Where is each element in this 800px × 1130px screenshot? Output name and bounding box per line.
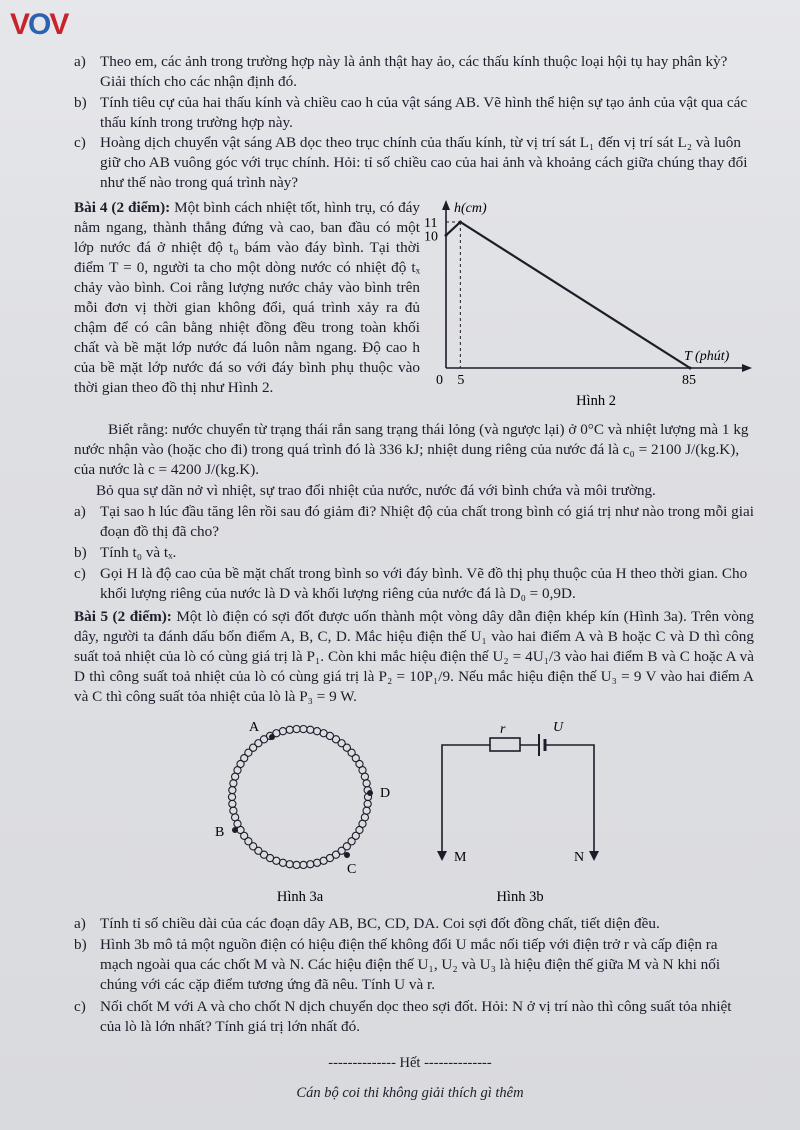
x-axis-arrow [742,364,752,372]
prev-item-c [74,133,754,193]
logo-v2: V [49,8,68,41]
data-point [445,234,448,237]
label-r: r [500,722,506,737]
bai4-item-c [74,564,754,604]
y-tick-label: 11 [424,216,438,231]
x-tick-label: 5 [457,373,465,388]
bai5-item-b [74,935,754,995]
bai4-item-b [74,543,754,563]
label-d: D [380,786,391,801]
coil-loop [361,773,368,780]
terminal-m-arrow [437,851,447,861]
item-label: c) [74,998,86,1015]
item-label: a) [74,503,86,520]
label-n: N [574,850,585,865]
bai4-given: Biết rằng: nước chuyển từ trạng thái rắn sang trạng thái lỏng (và ngược lại) ở 0°C và nhiệt lượng mà 1 kg nước nhận vào (hoặc cho đi) trong quá trình đó là 336 kJ; nhiệt dung riêng của nước đá là c₀ = 2100 J/(kg.K), của nước là c = 4200 J/(kg.K). [74,421,749,478]
vov-logo [10,8,76,42]
point-c-dot [344,852,350,858]
x-axis-label: T (phút) [684,349,730,364]
bai5-title: Bài 5 (2 điểm): [74,608,172,625]
y-axis-arrow [442,200,450,210]
item-text: Hình 3b mô tả một nguồn điện có hiệu điện thế không đổi U mắc nối tiếp với điện trở r và cấp điện ra mạch ngoài qua các chốt M và N. Các hiệu điện thế U₁, U₂ và U₃ là hiệu điện thế giữa M và N khi nối chúng với các cặp điểm tương ứng đã nêu. Tính U và r. [100,936,721,993]
bai4-intro-text: Một bình cách nhiệt tốt, hình trụ, có đáy nằm ngang, thành thẳng đứng và cao, ban đầu có một lớp nước đá ở nhiệt độ t₀ bám vào đáy bình. Tại thời điểm T = 0, người ta cho một dòng nước có nhiệt độ tₓ chảy vào bình. Coi rằng lượng nước chảy vào bình trên mỗi đơn vị thời gian không đổi, quá trình xảy ra đủ chậm để có cân bằng nhiệt đồng đều trong toàn khối chất và bề mặt lớp nước đá luôn nằm ngang. Độ cao h của bề mặt lớp nước đá so với đáy bình phụ thuộc vào thời gian theo đồ thị như Hình 2. [74,199,420,396]
chart-caption: Hình 2 [576,393,616,409]
coil-loop [293,861,300,868]
coil-loop [363,780,370,787]
end-marker: -------------- Hết -------------- [328,1054,492,1071]
point-d-dot [367,790,373,796]
figure-3a [205,715,395,910]
coil-loop [286,726,293,733]
bai5-intro [74,607,754,707]
bai5-item-a [74,914,754,934]
coil-loop [230,807,237,814]
logo-o: O [28,8,50,41]
item-label: c) [74,565,86,582]
heating-coil [228,725,371,868]
item-text: Tính tỉ số chiều dài của các đoạn dây AB, BC, CD, DA. Coi sợi đốt đồng chất, tiết diện đều. [100,915,660,932]
coil-loop [286,861,293,868]
terminal-n-arrow [589,851,599,861]
caption-3a: Hình 3a [276,889,324,905]
point-a-dot [269,734,275,740]
x-tick-label: 85 [682,373,696,388]
item-label: b) [74,936,87,953]
coil-loop [229,787,236,794]
label-m: M [454,850,467,865]
coil-loop [300,725,307,732]
series-line [446,222,690,368]
coil-loop [230,780,237,787]
coil-loop [313,859,320,866]
data-point [689,367,692,370]
item-text: Nối chốt M với A và cho chốt N dịch chuyển dọc theo sợi đốt. Hỏi: N ở vị trí nào thì công suất tỏa nhiệt của lò là lớn nhất? Tính giá trị lớn nhất đó. [100,998,732,1035]
coil-loop [364,800,371,807]
label-a: A [249,720,260,735]
bai5-intro-text: Một lò điện có sợi đốt được uốn thành một vòng dây dẫn điện khép kín (Hình 3a). Trên vòng dây, người ta đánh dấu bốn điểm A, B, C, D. Mắc hiệu điện thế U₁ vào hai điểm A và B hoặc C và D thì công suất toả nhiệt của lò có cùng giá trị là P₁. Còn khi mắc hiệu điện thế U₂ = 4U₁/3 vào hai điểm B và C hoặc A và D thì công suất toả nhiệt của lò có cùng giá trị là P₂ = 10P₁/9. Nếu mắc hiệu điện thế U₃ = 9 V vào hai điểm A và C thì công suất tỏa nhiệt của lò là P₃ = 9 W. [74,608,754,705]
label-b: B [215,825,225,840]
circuit-wires [442,734,594,853]
label-c: C [347,862,357,877]
item-text: Tại sao h lúc đầu tăng lên rồi sau đó giảm đi? Nhiệt độ của chất trong bình có giá trị như nào trong mỗi giai đoạn đồ thị đã cho? [100,503,754,540]
item-label: b) [74,544,87,561]
coil-loop [363,807,370,814]
item-text: Hoàng dịch chuyển vật sáng AB dọc theo trục chính của thấu kính, từ vị trí sát L₁ đến vị trí sát L₂ và luôn giữ cho AB vuông góc với trục chính. Hỏi: tỉ số chiều cao của hai ảnh và khoảng cách giữa chúng thay đổi như thế nào trong quá trình này? [100,134,748,191]
coil-loop [307,726,314,733]
y-tick-label: 10 [424,229,438,245]
coil-loop [232,814,239,821]
coil-loop [229,800,236,807]
prev-item-a [74,52,754,92]
bai4-intro [74,198,420,398]
coil-loop [307,861,314,868]
item-label: a) [74,915,86,932]
item-text: Tính tiêu cự của hai thấu kính và chiều cao h của vật sáng AB. Vẽ hình thể hiện sự tạo ảnh của vật qua các thấu kính trong trường hợp này. [100,94,748,131]
label-u: U [553,720,564,735]
caption-3b: Hình 3b [496,889,544,905]
figure-3b [432,715,612,910]
prev-item-b [74,93,754,133]
item-label: b) [74,94,87,111]
coil-loop [228,793,235,800]
logo-v1: V [10,8,29,41]
item-text: Gọi H là độ cao của bề mặt chất trong bình so với đáy bình. Vẽ đồ thị phụ thuộc của H theo thời gian. Cho khối lượng riêng của nước là D và khối lượng riêng của nước đá là D₀ = 0,9D. [100,565,748,602]
data-point [459,221,462,224]
bai4-item-a [74,502,754,542]
coil-loop [293,725,300,732]
coil-loop [279,728,286,735]
resistor-r [490,738,520,751]
point-b-dot [232,827,238,833]
y-axis-label: h(cm) [454,201,487,216]
item-label: c) [74,134,86,151]
bai4-title: Bài 4 (2 điểm): [74,199,171,216]
bai5-item-c [74,997,754,1037]
item-text: Tính t₀ và tₓ. [100,544,177,561]
x-tick-label: 0 [436,373,443,388]
coil-loop [300,861,307,868]
figure-2-chart [420,196,760,411]
item-label: a) [74,53,86,70]
item-text: Theo em, các ảnh trong trường hợp này là ảnh thật hay ảo, các thấu kính thuộc loại hội tụ hay phân kỳ? Giải thích cho các nhận định đó. [100,53,728,90]
bai4-ignore: Bỏ qua sự dãn nở vì nhiệt, sự trao đổi nhiệt của nước, nước đá với bình chứa và môi trường. [96,482,656,499]
footer-note: Cán bộ coi thi không giải thích gì thêm [296,1084,524,1101]
